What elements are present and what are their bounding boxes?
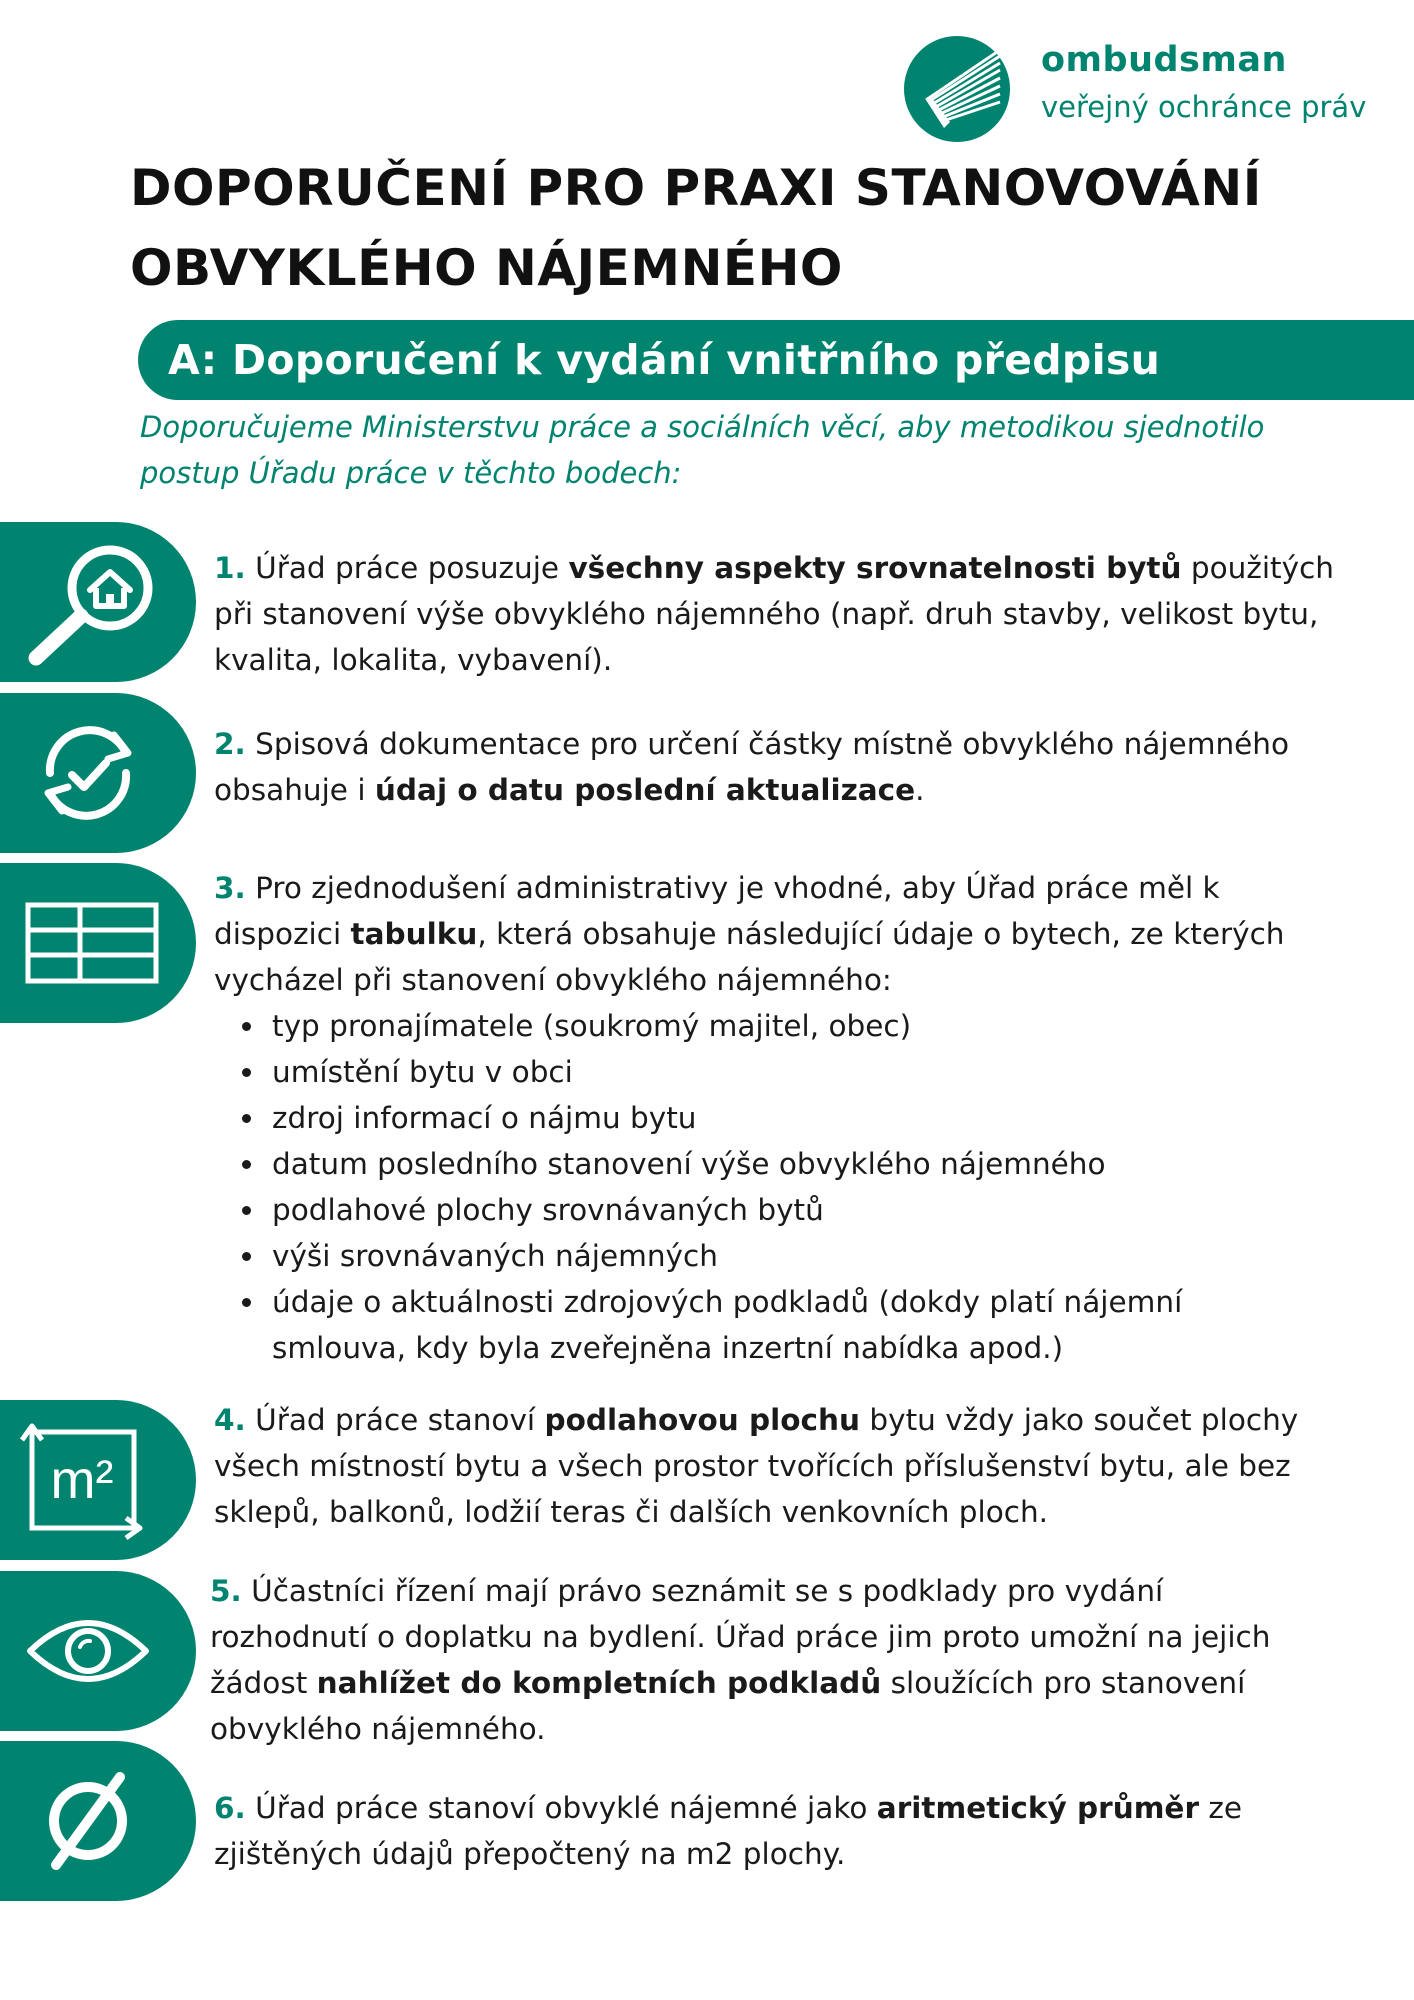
tab-item-1 bbox=[0, 522, 196, 682]
eye-icon bbox=[18, 1591, 158, 1711]
item-number: 4. bbox=[214, 1403, 246, 1437]
item-text: Pro zjednodušení administrativy je vhodné, aby Úřad práce měl k dispozici bbox=[214, 871, 1220, 951]
item-text: Spisová dokumentace pro určení částky místně obvyklého nájemného obsahuje i bbox=[214, 727, 1290, 807]
item-bold-text: všechny aspekty srovnatelnosti bytů bbox=[568, 551, 1182, 585]
item-text: Účastníci řízení mají právo seznámit se s podklady pro vydání rozhodnutí o doplatku na bydlení. Úřad práce jim proto umožní na jejich žádost bbox=[210, 1574, 1271, 1700]
recommendation-5 bbox=[210, 1568, 1330, 1752]
item-bold-text: údaj o datu poslední aktualizace bbox=[374, 773, 916, 807]
brand-subtitle: veřejný ochránce práv bbox=[1041, 90, 1367, 124]
tab-item-5 bbox=[0, 1571, 196, 1731]
recommendation-6 bbox=[214, 1785, 1334, 1877]
tab-item-6 bbox=[0, 1741, 196, 1901]
item-text: Úřad práce stanoví obvyklé nájemné jako bbox=[245, 1791, 877, 1825]
item-bold-text: podlahovou plochu bbox=[544, 1403, 861, 1437]
tab-item-2 bbox=[0, 693, 196, 853]
title-line-2: OBVYKLÉHO NÁJEMNÉHO bbox=[130, 239, 843, 297]
recommendation-2 bbox=[214, 721, 1334, 813]
item-text: sloužících pro stanovení obvyklého nájemného. bbox=[210, 1666, 1246, 1746]
ombudsman-logo bbox=[904, 36, 1367, 146]
item-text: bytu vždy jako součet plochy všech místností bytu a všech prostor tvořících příslušenství bytu, ale bez sklepů, balkonů, lodžií teras či dalších venkovních ploch. bbox=[214, 1403, 1299, 1529]
list-item: výši srovnávaných nájemných bbox=[240, 1233, 1320, 1279]
item-number: 6. bbox=[214, 1791, 246, 1825]
list-item: typ pronajímatele (soukromý majitel, obec) bbox=[240, 1003, 1320, 1049]
list-item: zdroj informací o nájmu bytu bbox=[240, 1095, 1320, 1141]
list-item: umístění bytu v obci bbox=[240, 1049, 1320, 1095]
list-item: datum posledního stanovení výše obvyklého nájemného bbox=[240, 1141, 1320, 1187]
item-number: 2. bbox=[214, 727, 246, 761]
title-line-1: DOPORUČENÍ PRO PRAXI STANOVOVÁNÍ bbox=[130, 159, 1262, 217]
list-item: podlahové plochy srovnávaných bytů bbox=[240, 1187, 1320, 1233]
item-bold-text: nahlížet do kompletních podkladů bbox=[316, 1666, 882, 1700]
item-text: použitých při stanovení výše obvyklého nájemného (např. druh stavby, velikost bytu, kvalita, lokalita, vybavení). bbox=[214, 551, 1335, 677]
item-number: 5. bbox=[210, 1574, 242, 1608]
tab-item-4 bbox=[0, 1400, 196, 1560]
item-bold-text: aritmetický průměr bbox=[876, 1791, 1199, 1825]
list-item: údaje o aktuálnosti zdrojových podkladů (dokdy platí nájemní smlouva, kdy byla zveřejněna inzertní nabídka apod.) bbox=[240, 1279, 1320, 1371]
recommendation-4 bbox=[214, 1397, 1334, 1535]
item-text: Úřad práce stanoví bbox=[245, 1403, 545, 1437]
logo-emblem-icon bbox=[904, 36, 1010, 142]
average-icon bbox=[18, 1761, 158, 1881]
recommendation-3 bbox=[214, 865, 1334, 1003]
recommendation-1 bbox=[214, 545, 1334, 683]
item-bold-text: tabulku bbox=[350, 917, 478, 951]
intro-line-1: Doporučujeme Ministerstvu práce a sociálních věcí, aby metodikou sjednotilo bbox=[140, 410, 1265, 444]
page-title bbox=[130, 148, 1380, 308]
square-meter-label: m² bbox=[50, 1450, 114, 1510]
magnifier-house-icon bbox=[18, 542, 158, 662]
section-intro bbox=[140, 404, 1340, 496]
item-text: ze zjištěných údajů přepočtený na m2 plochy. bbox=[214, 1791, 1243, 1871]
table-icon bbox=[18, 883, 158, 1003]
section-heading: A: Doporučení k vydání vnitřního předpisu bbox=[168, 336, 1161, 384]
item-number: 3. bbox=[214, 871, 246, 905]
item-number: 1. bbox=[214, 551, 246, 585]
brand-name: ombudsman bbox=[1041, 40, 1287, 80]
square-meter-icon bbox=[18, 1420, 158, 1540]
item-text: Úřad práce posuzuje bbox=[245, 551, 569, 585]
table-fields-list bbox=[240, 1003, 1320, 1371]
refresh-check-icon bbox=[18, 713, 158, 833]
intro-line-2: postup Úřadu práce v těchto bodech: bbox=[140, 456, 682, 490]
tab-item-3 bbox=[0, 863, 196, 1023]
item-text: , která obsahuje následující údaje o bytech, ze kterých vycházel při stanovení obvyklého nájemného: bbox=[214, 917, 1285, 997]
item-text: . bbox=[915, 773, 925, 807]
